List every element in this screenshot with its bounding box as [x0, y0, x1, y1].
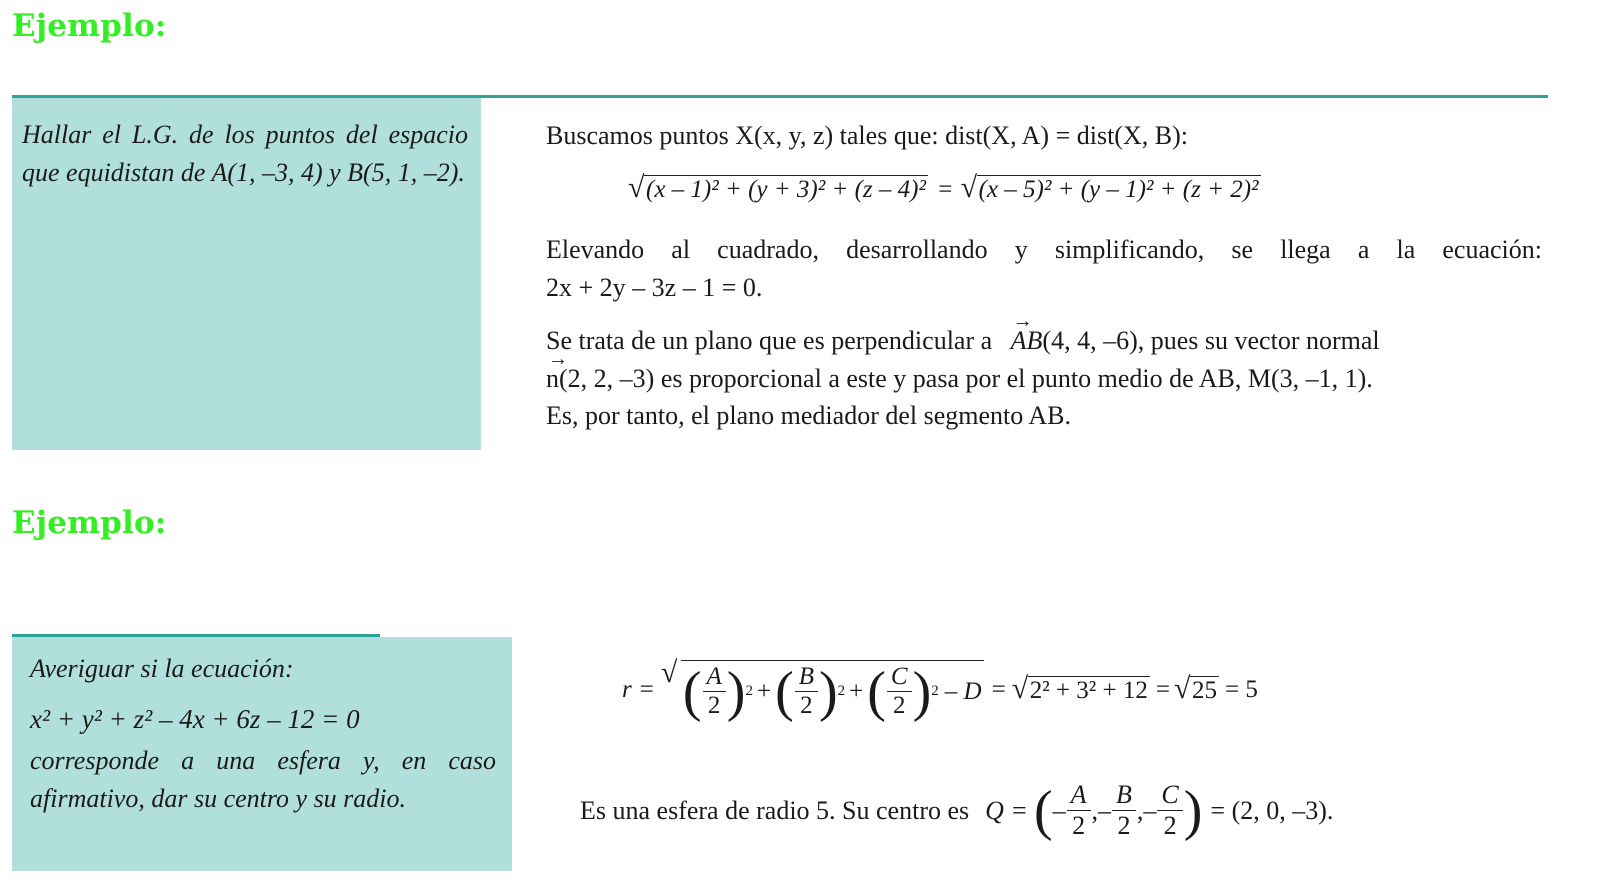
center-comma-2: ,	[1136, 795, 1144, 825]
example-1-problem-text: Hallar el L.G. de los puntos del espacio que equidistan de A(1, –3, 4) y B(5, 1, –2).	[22, 120, 468, 187]
example-1-solution-intro: Buscamos puntos X(x, y, z) tales que: dist(X, A) = dist(X, B):	[546, 121, 1188, 150]
frac-c-den: 2	[893, 692, 906, 719]
frac-b-den: 2	[800, 692, 813, 719]
example-1-paragraph-2-line-3: Es, por tanto, el plano mediador del segmento AB.	[546, 401, 1071, 430]
center-comma-1: ,	[1091, 795, 1099, 825]
example-1-paragraph-2-line-1	[546, 322, 1542, 360]
para-2-text-a: Se trata de un plano que es perpendicular a	[546, 326, 993, 355]
vector-ab: → AB	[1011, 322, 1043, 360]
center-neg-c: –	[1143, 795, 1157, 825]
radius-lhs: r =	[622, 676, 655, 703]
minus-d: – D	[944, 677, 982, 705]
example-heading-1: Ejemplo:	[12, 8, 167, 44]
para-2-line-2-text: (2, 2, –3) es proporcional a este y pasa por el punto medio de AB, M(3, –1, 1).	[559, 364, 1373, 393]
para-2-text-b: (4, 4, –6), pues su vector normal	[1042, 326, 1380, 355]
example-2-problem-line-2: corresponde a una esfera y, en caso afirmativo, dar su centro y su radio.	[30, 746, 496, 813]
center-result: = (2, 0, –3).	[1210, 795, 1334, 825]
frac-c-num: C	[887, 663, 912, 692]
center-frac-b-num: B	[1112, 780, 1136, 811]
distance-lhs: (x – 1)² + (y + 3)² + (z – 4)²	[646, 176, 926, 203]
example-1-distance-equation: √ (x – 1)² + (y + 3)² + (z – 4)² = √ (x – 5)² + (y – 1)² + (z + 2)²	[630, 175, 1261, 204]
center-neg-b: –	[1098, 795, 1112, 825]
radius-result: = 5	[1225, 676, 1258, 703]
center-frac-a-den: 2	[1072, 811, 1086, 840]
frac-a-den: 2	[707, 692, 721, 719]
center-frac-c-den: 2	[1163, 811, 1177, 840]
example-2-radius-equation: r = √ ( $\frac{A}{2}$ ) 2 + ( $\frac{B}{2}$ ) 2 + ( $\frac{C}{2}$ ) 2 – D = √ 2² + 3² + 12 = √ 25 = 5	[622, 660, 1258, 720]
frac-a-num: A	[703, 663, 726, 692]
conclusion-text: Es una esfera de radio 5. Su centro es	[580, 795, 970, 825]
center-frac-a-num: A	[1067, 780, 1091, 811]
example-1-paragraph-1-line-1: Elevando al cuadrado, desarrollando y simplificando, se llega a la ecuación:	[546, 235, 1542, 264]
center-frac-b-den: 2	[1117, 811, 1131, 840]
distance-rhs: (x – 5)² + (y – 1)² + (z + 2)²	[978, 176, 1259, 203]
center-frac-c-num: C	[1157, 780, 1182, 811]
center-neg-a: –	[1052, 795, 1066, 825]
example-heading-2: Ejemplo:	[12, 505, 167, 541]
radius-mid: 2² + 3² + 12	[1029, 676, 1148, 704]
example-2-center-line: Es una esfera de radio 5. Su centro es Q = ( – $\frac{A}{2}$ , – $\frac{B}{2}$ , – $\frac{C}{2}$ ) = (2, 0, –3).	[580, 779, 1334, 842]
vector-n: → n	[546, 360, 559, 398]
radius-sqrt25: 25	[1192, 676, 1217, 704]
example-2-problem-line-1: Averiguar si la ecuación:	[30, 654, 294, 683]
example-1-paragraph-2-line-2	[546, 360, 1373, 398]
equals-2: =	[1155, 676, 1170, 703]
center-lhs: Q =	[985, 795, 1028, 825]
equals-1: =	[991, 676, 1006, 703]
example-1-paragraph-1-line-2: 2x + 2y – 3z – 1 = 0.	[546, 273, 763, 302]
example-2-problem-equation: x² + y² + z² – 4x + 6z – 12 = 0	[30, 704, 360, 734]
frac-b-num: B	[795, 663, 818, 692]
